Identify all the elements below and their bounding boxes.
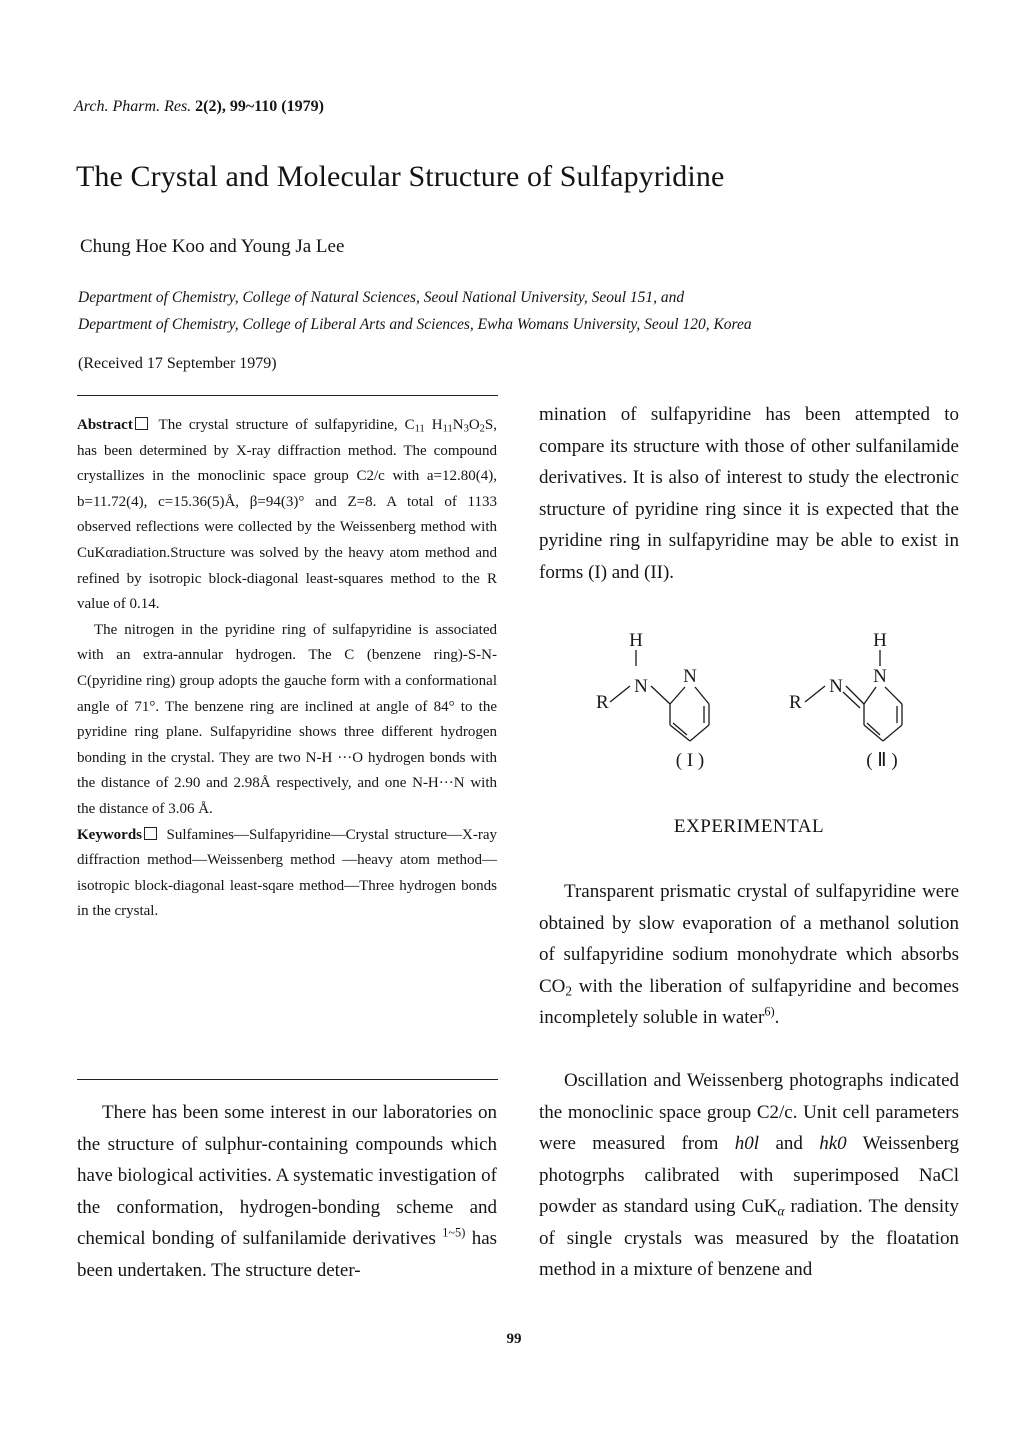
structure-II	[789, 630, 902, 771]
structure-I-h: H	[629, 630, 643, 651]
abstract-bottom-rule	[77, 1079, 498, 1080]
received-date: (Received 17 September 1979)	[78, 355, 277, 372]
right-paragraph-3-hk0: hk0	[819, 1133, 847, 1154]
paper-title: The Crystal and Molecular Structure of Sulfapyridine	[76, 160, 725, 193]
intro-text: There has been some interest in our laboratories on the structure of sulphur-containing compounds which have biological activities. A systematic investigation of the conformation, hydrogen-bonding scheme and chemical bonding of sulfanilamide derivatives	[77, 1102, 497, 1249]
structure-I-n2: N	[683, 666, 697, 687]
structure-II-h: H	[873, 630, 887, 651]
journal-pages: 99~110 (1979)	[229, 98, 324, 115]
right-paragraph-1: mination of sulfapyridine has been attempted to compare its structure with those of other sulfanilamide derivatives. It is also of interest to study the electronic structure of pyridine ring since it is expected that the pyridine ring in sulfapyridine may be able to exist in forms (I) and (II).	[539, 404, 959, 583]
right-paragraph-3-h0l: h0l	[734, 1133, 760, 1154]
box-icon	[144, 827, 157, 840]
structure-I	[596, 630, 709, 771]
right-paragraph-2-b: with the liberation of sulfapyridine and becomes incompletely soluble in water	[539, 975, 959, 1028]
keywords-text: Sulfamines—Sulfapyridine—Crystal structure—X-ray diffraction method—Weissenberg method —heavy atom method—isotropic block-diagonal least-sqare method—Three hydrogen bonds in the crystal.	[77, 826, 497, 920]
right-paragraph-3	[539, 1065, 959, 1286]
abstract-block	[77, 413, 497, 925]
abstract-label: Abstract	[77, 417, 133, 433]
structure-I-n1: N	[634, 676, 648, 697]
intro-tail: has been undertaken. The structure deter-	[77, 1228, 498, 1281]
page-number: 99	[506, 1331, 522, 1347]
structure-II-label: ( Ⅱ )	[866, 750, 898, 771]
section-heading-experimental: EXPERIMENTAL	[673, 816, 825, 837]
structure-II-n2: N	[873, 666, 887, 687]
abstract-paragraph-2: The nitrogen in the pyridine ring of sulfapyridine is associated with an extra-annular hydrogen. The C (benzene ring)-S-N-C(pyridine ring) group adopts the gauche form with a conformational angle of 71°. The benzene ring are inclined at angle of 84° to the pyridine ring plane. Sulfapyridine shows three different hydrogen bonding in the crystal. They are two N-H ···O hydrogen bonds with the distance of 2.90 and 2.98Å respectively, and one N-H···N with the distance of 3.06 Å.	[77, 621, 497, 817]
right-paragraph-2-reference: 6)	[764, 1004, 775, 1019]
abstract-paragraph-1: Abstract The crystal structure of sulfapyridine, $C_{11}$ $H_{11}N_3O_2S$, has been determined by X-ray diffraction method. The compound crystallizes in the monoclinic space group C2/c with a=12.80(4), b=11.72(4), c=15.36(5)Å, β=94(3)° and Z=8. A total of 1133 observed reflections were collected by the Weissenberg method with CuKαradiation.Structure was solved by the heavy atom method and refined by isotropic block-diagonal least-squares method to the R value of 0.14.	[77, 417, 497, 613]
intro-paragraph	[77, 1097, 497, 1286]
journal-name: Arch. Pharm. Res.	[74, 98, 192, 115]
box-icon	[135, 417, 148, 430]
structure-I-r: R	[596, 692, 609, 713]
right-paragraph-3-b: Weissenberg photogrphs calibrated with superimposed NaCl powder as standard using CuK	[539, 1133, 959, 1217]
abstract-top-rule	[77, 395, 498, 396]
structure-II-n1: N	[829, 676, 843, 697]
affiliation-2: Department of Chemistry, College of Liberal Arts and Sciences, Ewha Womans University, Seoul 120, Korea	[78, 316, 752, 333]
structure-II-r: R	[789, 692, 802, 713]
right-paragraph-3-and: and	[775, 1133, 803, 1154]
keywords-label: Keywords	[77, 826, 142, 843]
journal-volume: 2(2),	[195, 98, 226, 115]
right-paragraph-3-alpha: α	[777, 1203, 785, 1219]
right-paragraph-2-a: Transparent prismatic crystal of sulfapyridine were obtained by slow evaporation of a methanol solution of sulfapyridine sodium monohydrate which absorbs CO	[539, 881, 959, 997]
journal-citation	[74, 98, 324, 116]
right-paragraph-3-c: radiation. The density of single crystals was measured by the floatation method in a mixture of benzene and	[539, 1196, 959, 1280]
affiliation-1: Department of Chemistry, College of Natural Sciences, Seoul National University, Seoul 151, and	[78, 289, 685, 306]
abstract-text: has been determined by X-ray diffraction method. The compound crystallizes in the monoclinic space group C2/c with a=12.80(4), b=11.72(4), c=15.36(5)Å, β=94(3)° and Z=8. A total of 1133 observed reflections were collected by the Weissenberg method with CuKαradiation.Structure was solved by the heavy atom method and refined by isotropic block-diagonal least-squares method to the R value of 0.14.	[77, 442, 497, 613]
structure-I-label: ( I )	[675, 750, 705, 771]
tautomer-structures	[580, 622, 960, 782]
abstract-formula-prefix: The crystal structure of sulfapyridine, C	[158, 417, 415, 433]
authors: Chung Hoe Koo and Young Ja Lee	[80, 236, 345, 257]
keywords-paragraph	[77, 823, 497, 925]
right-paragraph-2: Transparent prismatic crystal of sulfapyridine were obtained by slow evaporation of a methanol solution of sulfapyridine sodium monohydrate which absorbs $CO_2$ with the liberation of sulfapyridine and becomes incompletely soluble in water$^{6)}$.	[539, 881, 959, 1028]
right-paragraph-3-a: Oscillation and Weissenberg photographs indicated the monoclinic space group C2/c. Unit cell parameters were measured from	[539, 1070, 959, 1154]
intro-reference: 1~5)	[442, 1225, 466, 1240]
